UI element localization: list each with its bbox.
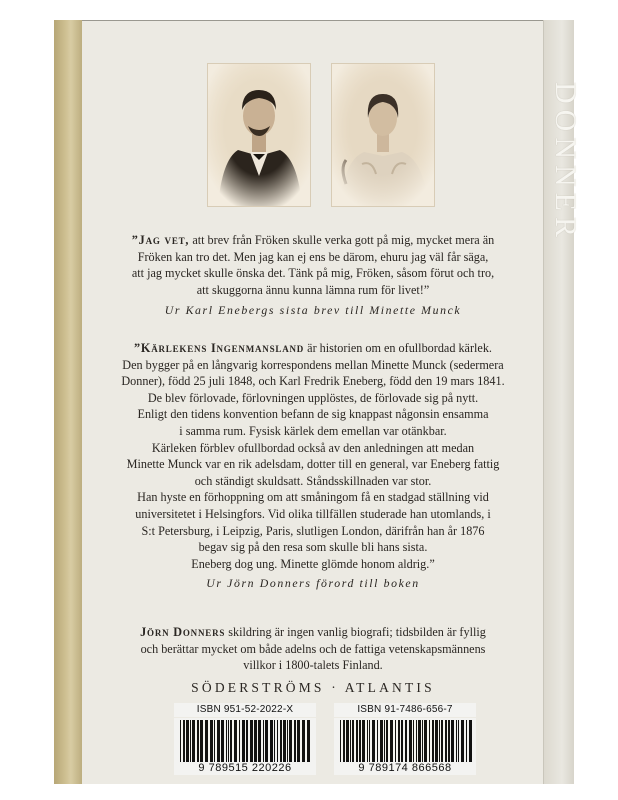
quote2-line-2: Den bygger på en långvarig korrespondens mellan Minette Munck (sedermera: [122, 357, 504, 372]
barcode-bar: [205, 720, 208, 762]
book-back-cover: [54, 20, 582, 784]
blurb-line-1: [82, 624, 544, 641]
barcode-bar: [270, 720, 273, 762]
barcode-bar: [390, 720, 393, 762]
barcode-bar: [362, 720, 365, 762]
quote1-lead: ”Jag vet,: [131, 233, 190, 247]
gilt-edge: [54, 20, 82, 784]
barcode-bar: [405, 720, 407, 762]
barcode-bar: [302, 720, 305, 762]
quote-karlekens-ingenmansland: [82, 340, 544, 592]
barcode-bar: [230, 720, 232, 762]
barcode-bar: [258, 720, 261, 762]
barcode-bar: [242, 720, 245, 762]
quote2-line-12: S:t Petersburg, i Leipzig, Paris, slutligen London, därifrån han år 1876: [141, 523, 485, 538]
quote2-line-6: i samma rum. Fysisk kärlek dem emellan var otänkbar.: [179, 423, 447, 438]
barcode-bar: [346, 720, 349, 762]
barcode-bar: [250, 720, 253, 762]
quote2-line-1: [82, 340, 544, 357]
barcode-bar: [343, 720, 345, 762]
quote1-attribution: Ur Karl Enebergs sista brev till Minette Munck: [164, 303, 462, 318]
quote2-line-7: Kärleken förblev ofullbordad också av den anledningen att medan: [151, 440, 475, 455]
quote2-line-13: begav sig på den resa som skulle bli hans sista.: [198, 540, 428, 555]
barcode-right-bars: [334, 718, 476, 762]
barcode-bar: [246, 720, 248, 762]
barcode-bar: [377, 720, 378, 762]
barcode-bar: [418, 720, 421, 762]
barcode-bar: [283, 720, 286, 762]
barcode-bar: [234, 720, 237, 762]
barcode-bar: [466, 720, 467, 762]
barcode-bar: [384, 720, 385, 762]
barcode-bar: [307, 720, 310, 762]
publisher-name: SÖDERSTRÖMS · ATLANTIS: [191, 680, 435, 695]
barcode-bar: [280, 720, 282, 762]
quote2-line-11: universitetet i Helsingfors. Vid olika tillfällen studerade han utomlands, i: [135, 506, 491, 521]
barcode-bar: [340, 720, 341, 762]
quote1-line-1: [82, 232, 544, 249]
barcode-bar: [263, 720, 264, 762]
barcode-bar: [422, 720, 423, 762]
quote2-line-5: Enligt den tidens konvention befann de sig knappast någonsin ensamma: [137, 407, 489, 422]
book-spine: [543, 20, 582, 784]
quote2-line-10: Han hyste en förhoppning om att småningom få en stadgad ställning vid: [137, 490, 489, 505]
barcode-bar: [356, 720, 358, 762]
quote2-line-4: De blev förlovade, förlovningen upplöstes, de förlovade sig på nytt.: [147, 390, 479, 405]
barcode-bar: [448, 720, 450, 762]
blurb-text: skildring är ingen vanlig biografi; tidsbilden är fyllig: [225, 625, 486, 639]
quote2-attribution: Ur Jörn Donners förord till boken: [206, 576, 420, 591]
barcode-bar: [435, 720, 438, 762]
barcode-bar: [359, 720, 361, 762]
barcode-bar: [469, 720, 472, 762]
quote2-line-14: Eneberg dog ung. Minette glömde honom aldrig.”: [191, 556, 435, 571]
barcode-bar: [350, 720, 351, 762]
woman-portrait-image: [332, 64, 434, 206]
barcode-bar: [192, 720, 195, 762]
barcode-bar: [386, 720, 388, 762]
barcode-bar: [367, 720, 368, 762]
barcode-bar: [277, 720, 278, 762]
barcode-bar: [424, 720, 427, 762]
barcode-bar: [445, 720, 447, 762]
barcode-bar: [294, 720, 296, 762]
isbn-right: ISBN 91-7486-656-7: [334, 703, 476, 717]
barcode-bar: [214, 720, 215, 762]
barcode-bar: [180, 720, 181, 762]
quote2-lead: ”Kärlekens Ingenmansland: [134, 341, 305, 355]
barcode-bar: [221, 720, 224, 762]
barcode-bar: [217, 720, 220, 762]
barcode-left-number: 9 789515 220226: [174, 762, 316, 775]
barcode-left-bars: [174, 718, 316, 762]
barcode-bar: [274, 720, 275, 762]
blurb-line-2: och berättar mycket om både adelns och de fattiga vetenskapsmännens: [140, 641, 486, 656]
quote1-line-3: att jag mycket skulle önska det. Tänk på mig, Fröken, såsom förut och tro,: [131, 266, 495, 281]
barcode-right: [334, 703, 476, 775]
barcode-bar: [456, 720, 457, 762]
barcode-bar: [458, 720, 459, 762]
blurb-line-3: villkor i 1800-talets Finland.: [243, 658, 383, 673]
barcode-bar: [409, 720, 412, 762]
barcode-bar: [200, 720, 203, 762]
quote2-text: är historien om en ofullbordad kärlek.: [304, 341, 492, 355]
quote1-text: att brev från Fröken skulle verka gott på mig, mycket mera än: [189, 233, 495, 247]
quote2-line-8: Minette Munck var en rik adelsdam, dotter till en general, var Eneberg fattig: [126, 457, 500, 472]
barcode-right-number: 9 789174 866568: [334, 762, 476, 775]
barcode-bar: [372, 720, 375, 762]
barcode-bar: [395, 720, 396, 762]
portrait-woman: [332, 64, 434, 206]
barcode-bar: [432, 720, 434, 762]
barcode-bar: [239, 720, 240, 762]
barcode-left: [174, 703, 316, 775]
isbn-left: ISBN 951-52-2022-X: [174, 703, 316, 717]
quote1-line-2: Fröken kan tro det. Men jag kan ej ens be därom, ehuru jag väl får säga,: [137, 249, 489, 264]
man-portrait-image: [208, 64, 310, 206]
barcode-bar: [429, 720, 430, 762]
barcode-bar: [416, 720, 417, 762]
cover-content: [82, 20, 544, 784]
barcode-bar: [441, 720, 443, 762]
barcode-bar: [289, 720, 292, 762]
barcode-bar: [401, 720, 403, 762]
barcode-bar: [254, 720, 257, 762]
spine-author: DONNER: [549, 82, 582, 243]
barcode-bar: [451, 720, 454, 762]
barcode-bar: [210, 720, 213, 762]
barcode-bar: [398, 720, 400, 762]
barcode-bar: [297, 720, 300, 762]
quote1-line-4: att skuggorna ännu kunna lämna rum för livet!”: [196, 282, 430, 297]
barcode-bar: [352, 720, 354, 762]
barcode-bar: [413, 720, 414, 762]
blurb: [82, 624, 544, 674]
barcode-bar: [228, 720, 229, 762]
blurb-lead: Jörn Donners: [140, 625, 226, 639]
barcode-bar: [369, 720, 370, 762]
barcode-bar: [380, 720, 383, 762]
barcode-bar: [265, 720, 268, 762]
barcode-bar: [183, 720, 185, 762]
barcode-bar: [197, 720, 199, 762]
barcode-bar: [226, 720, 227, 762]
barcode-bar: [186, 720, 189, 762]
barcode-bar: [190, 720, 191, 762]
quote-karl-eneberg: [82, 232, 544, 319]
barcode-bar: [461, 720, 464, 762]
barcode-bar: [439, 720, 440, 762]
portrait-man: [208, 64, 310, 206]
quote2-line-9: och ständigt skuldsatt. Ståndsskillnaden var stor.: [194, 473, 432, 488]
barcode-bar: [287, 720, 288, 762]
quote2-line-3: Donner), född 25 juli 1848, och Karl Fredrik Eneberg, född den 19 mars 1841.: [121, 374, 505, 389]
